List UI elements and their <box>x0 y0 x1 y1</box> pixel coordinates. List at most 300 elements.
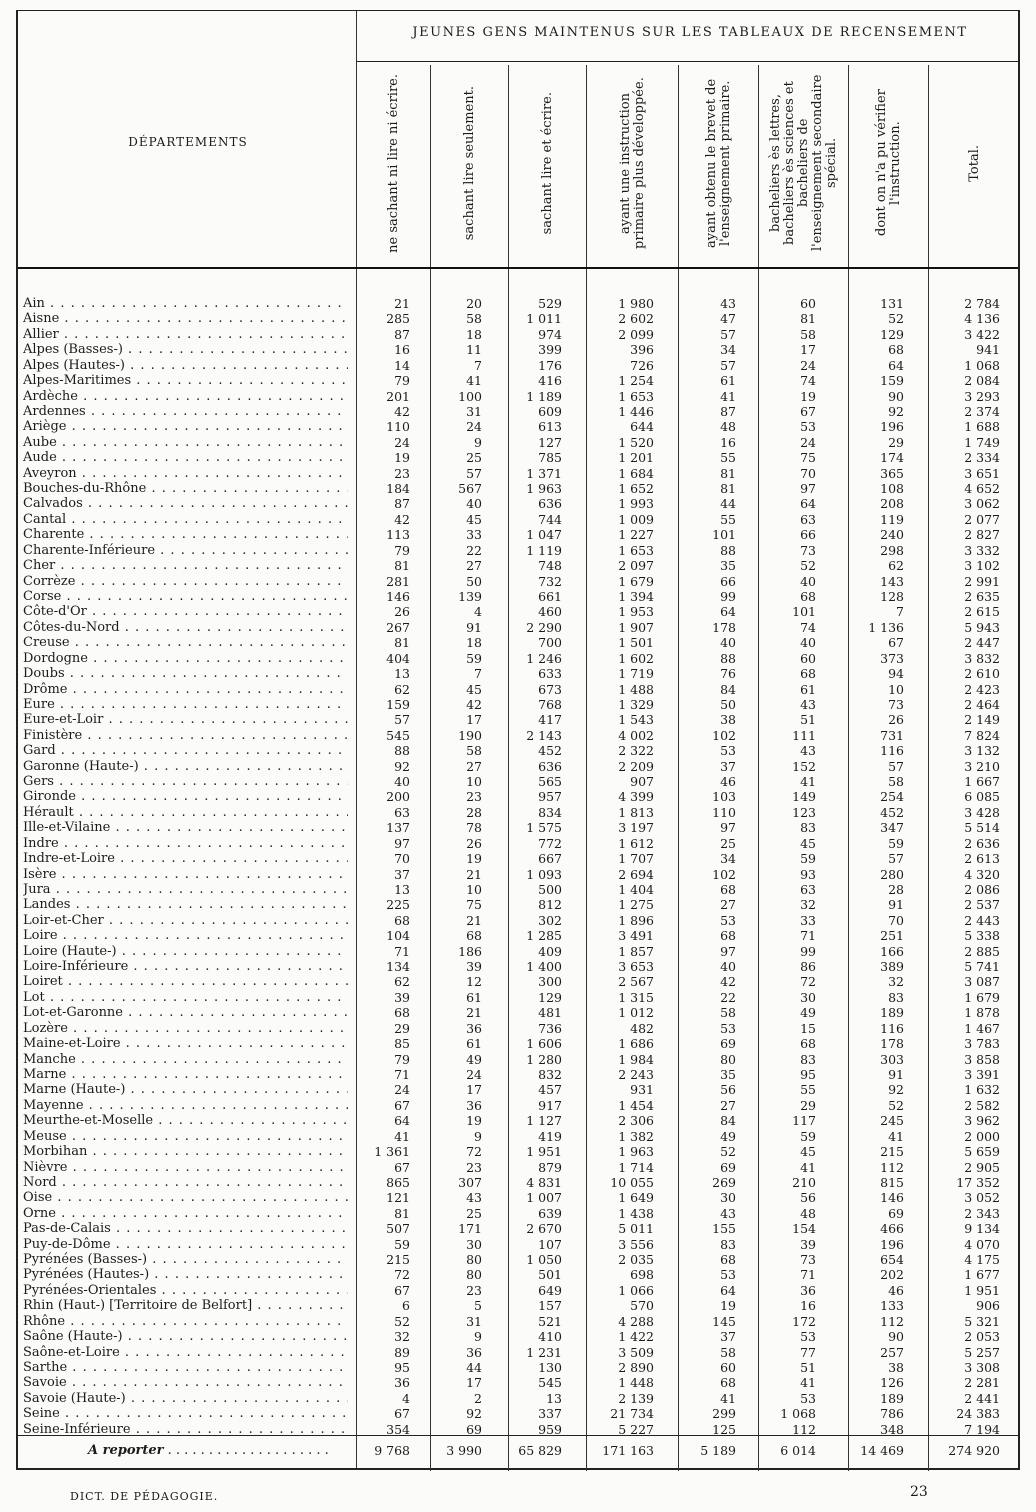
table-cell: 1 813 <box>618 804 654 820</box>
table-row <box>18 512 1018 527</box>
table-cell: 127 <box>538 434 562 450</box>
table-cell: 545 <box>386 727 410 743</box>
table-cell: 27 <box>466 758 482 774</box>
table-cell: 21 <box>466 866 482 882</box>
column-header: ayant obtenu le brevet de l'enseignement primaire. <box>703 78 733 248</box>
table-cell: 22 <box>720 989 736 1005</box>
table-cell: 27 <box>466 558 482 574</box>
table-cell: 62 <box>888 558 904 574</box>
table-cell: 5 227 <box>618 1421 654 1437</box>
total-cell: 3 990 <box>446 1443 482 1458</box>
table-cell: 131 <box>880 296 904 311</box>
department-name: Finistère . . . <box>23 728 348 743</box>
table-cell: 565 <box>538 774 562 790</box>
table-cell: 58 <box>720 1344 736 1360</box>
table-cell: 103 <box>712 789 736 805</box>
table-cell: 59 <box>394 1236 410 1252</box>
table-cell: 101 <box>792 604 816 620</box>
table-cell: 13 <box>546 1390 562 1406</box>
table-cell: 5 514 <box>964 820 1000 836</box>
table-cell: 736 <box>538 1020 562 1036</box>
table-cell: 59 <box>800 1128 816 1144</box>
table-cell: 81 <box>720 465 736 481</box>
table-cell: 48 <box>800 1205 816 1221</box>
table-cell: 1 404 <box>618 881 654 897</box>
table-cell: 1 009 <box>618 511 654 527</box>
department-name: Morbihan . . . <box>23 1144 348 1159</box>
table-cell: 812 <box>538 897 562 913</box>
table-cell: 1 454 <box>618 1097 654 1113</box>
table-row <box>18 1052 1018 1067</box>
table-cell: 636 <box>538 496 562 512</box>
table-row <box>18 1237 1018 1252</box>
table-cell: 93 <box>800 866 816 882</box>
table-cell: 815 <box>880 1174 904 1190</box>
table-cell: 501 <box>538 1267 562 1283</box>
department-name: Aisne . . . <box>23 311 348 326</box>
table-cell: 1 400 <box>526 959 562 975</box>
table-cell: 53 <box>720 912 736 928</box>
table-cell: 58 <box>466 311 482 327</box>
table-cell: 1 653 <box>618 388 654 404</box>
table-cell: 27 <box>720 1097 736 1113</box>
table-cell: 41 <box>800 1159 816 1175</box>
table-cell: 245 <box>880 1113 904 1129</box>
table-cell: 941 <box>976 342 1000 358</box>
table-cell: 1 361 <box>374 1144 410 1160</box>
table-cell: 36 <box>466 1344 482 1360</box>
table-cell: 1 543 <box>618 712 654 728</box>
table-cell: 146 <box>880 1190 904 1206</box>
department-name: Loire . . . <box>23 928 348 943</box>
table-cell: 97 <box>720 820 736 836</box>
department-name: Jura . . . <box>23 882 348 897</box>
table-cell: 68 <box>888 342 904 358</box>
table-cell: 145 <box>712 1313 736 1329</box>
table-cell: 71 <box>800 928 816 944</box>
table-cell: 86 <box>800 959 816 975</box>
table-cell: 53 <box>720 1020 736 1036</box>
table-cell: 60 <box>800 296 816 311</box>
table-row <box>18 959 1018 974</box>
table-cell: 698 <box>630 1267 654 1283</box>
table-cell: 1 688 <box>964 419 1000 435</box>
table-cell: 154 <box>792 1221 816 1237</box>
table-cell: 957 <box>538 789 562 805</box>
table-row <box>18 342 1018 357</box>
table-cell: 56 <box>800 1190 816 1206</box>
department-name: Lozère . . . <box>23 1021 348 1036</box>
table-cell: 521 <box>538 1313 562 1329</box>
table-cell: 12 <box>466 974 482 990</box>
table-row <box>18 1206 1018 1221</box>
table-cell: 21 <box>394 296 410 311</box>
department-name: Eure . . . <box>23 697 348 712</box>
table-cell: 13 <box>394 666 410 682</box>
table-cell: 23 <box>466 789 482 805</box>
department-name: Alpes-Maritimes . . . <box>23 373 348 388</box>
table-cell: 40 <box>800 573 816 589</box>
table-cell: 529 <box>538 296 562 311</box>
table-cell: 302 <box>538 912 562 928</box>
table-row <box>18 1021 1018 1036</box>
table-cell: 7 194 <box>964 1421 1000 1437</box>
table-row <box>18 1267 1018 1282</box>
table-row <box>18 774 1018 789</box>
table-cell: 39 <box>394 989 410 1005</box>
table-cell: 21 <box>466 912 482 928</box>
department-name: Rhin (Haut-) [Territoire de Belfort] . . . <box>23 1298 348 1313</box>
table-row <box>18 897 1018 912</box>
table-cell: 1 047 <box>526 527 562 543</box>
table-cell: 4 <box>402 1390 410 1406</box>
table-cell: 3 653 <box>618 959 654 975</box>
table-row <box>18 1422 1018 1437</box>
table-cell: 41 <box>800 1375 816 1391</box>
table-cell: 1 254 <box>618 373 654 389</box>
table-cell: 667 <box>538 851 562 867</box>
table-cell: 17 <box>800 342 816 358</box>
table-cell: 1 329 <box>618 696 654 712</box>
table-cell: 768 <box>538 696 562 712</box>
table-cell: 53 <box>800 419 816 435</box>
table-cell: 70 <box>800 465 816 481</box>
table-cell: 72 <box>394 1267 410 1283</box>
table-cell: 134 <box>386 959 410 975</box>
table-cell: 726 <box>630 357 654 373</box>
table-cell: 3 052 <box>964 1190 1000 1206</box>
table-cell: 87 <box>394 326 410 342</box>
department-name: Drôme . . . <box>23 682 348 697</box>
table-cell: 110 <box>712 804 736 820</box>
table-cell: 129 <box>880 326 904 342</box>
department-name: Nord . . . <box>23 1175 348 1190</box>
table-cell: 68 <box>800 588 816 604</box>
total-cell: 274 920 <box>948 1443 1000 1458</box>
table-cell: 3 783 <box>964 1036 1000 1052</box>
table-cell: 30 <box>800 989 816 1005</box>
table-cell: 1 382 <box>618 1128 654 1144</box>
table-cell: 4 002 <box>618 727 654 743</box>
table-cell: 52 <box>888 1097 904 1113</box>
table-cell: 460 <box>538 604 562 620</box>
table-cell: 101 <box>712 527 736 543</box>
department-name: Indre . . . <box>23 836 348 851</box>
table-cell: 116 <box>880 1020 904 1036</box>
table-cell: 99 <box>800 943 816 959</box>
table-cell: 19 <box>466 851 482 867</box>
table-row <box>18 358 1018 373</box>
table-cell: 1 602 <box>618 650 654 666</box>
table-cell: 80 <box>720 1051 736 1067</box>
department-name: Alpes (Hautes-) . . . <box>23 358 348 373</box>
table-cell: 123 <box>792 804 816 820</box>
table-cell: 166 <box>880 943 904 959</box>
table-cell: 51 <box>800 712 816 728</box>
table-cell: 83 <box>888 989 904 1005</box>
table-cell: 83 <box>720 1236 736 1252</box>
table-cell: 298 <box>880 542 904 558</box>
table-cell: 85 <box>394 1036 410 1052</box>
table-row <box>18 712 1018 727</box>
table-cell: 22 <box>466 542 482 558</box>
table-cell: 3 332 <box>964 542 1000 558</box>
table-cell: 285 <box>386 311 410 327</box>
table-cell: 59 <box>800 851 816 867</box>
table-cell: 9 <box>474 1329 482 1345</box>
statistics-table <box>16 10 1020 1470</box>
table-cell: 4 070 <box>964 1236 1000 1252</box>
table-cell: 66 <box>800 527 816 543</box>
department-name: Savoie . . . <box>23 1375 348 1390</box>
table-cell: 419 <box>538 1128 562 1144</box>
table-cell: 43 <box>466 1190 482 1206</box>
table-cell: 2 084 <box>964 373 1000 389</box>
table-cell: 2 784 <box>964 296 1000 311</box>
table-cell: 172 <box>792 1313 816 1329</box>
table-cell: 7 824 <box>964 727 1000 743</box>
table-cell: 365 <box>880 465 904 481</box>
table-cell: 208 <box>880 496 904 512</box>
table-cell: 72 <box>800 974 816 990</box>
table-cell: 178 <box>880 1036 904 1052</box>
department-name: Ille-et-Vilaine . . . <box>23 820 348 835</box>
table-row <box>18 435 1018 450</box>
total-cell: 5 189 <box>700 1443 736 1458</box>
table-cell: 102 <box>712 727 736 743</box>
table-cell: 73 <box>800 1252 816 1268</box>
table-cell: 254 <box>880 789 904 805</box>
department-name: Aude . . . <box>23 450 348 465</box>
table-cell: 73 <box>888 696 904 712</box>
department-name: Ardennes . . . <box>23 404 348 419</box>
table-cell: 108 <box>880 481 904 497</box>
table-cell: 79 <box>394 373 410 389</box>
department-name: Pyrénées (Hautes-) . . . <box>23 1267 348 1282</box>
table-cell: 64 <box>394 1113 410 1129</box>
table-cell: 61 <box>720 373 736 389</box>
table-row <box>18 990 1018 1005</box>
table-cell: 300 <box>538 974 562 990</box>
department-name: Orne . . . <box>23 1206 348 1221</box>
table-row <box>18 543 1018 558</box>
table-cell: 40 <box>720 959 736 975</box>
table-cell: 452 <box>538 743 562 759</box>
table-cell: 43 <box>720 1205 736 1221</box>
table-cell: 88 <box>394 743 410 759</box>
table-cell: 1 488 <box>618 681 654 697</box>
table-row <box>18 1160 1018 1175</box>
table-cell: 41 <box>394 1128 410 1144</box>
table-cell: 68 <box>720 1252 736 1268</box>
department-name: Marne . . . <box>23 1067 348 1082</box>
table-cell: 40 <box>720 635 736 651</box>
table-cell: 2 615 <box>964 604 1000 620</box>
table-cell: 636 <box>538 758 562 774</box>
table-cell: 1 501 <box>618 635 654 651</box>
table-cell: 1 438 <box>618 1205 654 1221</box>
table-cell: 2 097 <box>618 558 654 574</box>
table-cell: 58 <box>800 326 816 342</box>
table-cell: 416 <box>538 373 562 389</box>
table-cell: 68 <box>800 1036 816 1052</box>
table-cell: 399 <box>538 342 562 358</box>
table-cell: 56 <box>720 1082 736 1098</box>
table-cell: 53 <box>800 1390 816 1406</box>
table-cell: 1 684 <box>618 465 654 481</box>
table-cell: 55 <box>800 1082 816 1098</box>
table-cell: 92 <box>466 1406 482 1422</box>
table-cell: 52 <box>720 1144 736 1160</box>
table-row <box>18 1067 1018 1082</box>
table-cell: 2 464 <box>964 696 1000 712</box>
table-cell: 37 <box>394 866 410 882</box>
table-row <box>18 728 1018 743</box>
table-cell: 201 <box>386 388 410 404</box>
table-cell: 2 281 <box>964 1375 1000 1391</box>
department-name: Savoie (Haute-) . . . <box>23 1391 348 1406</box>
table-cell: 27 <box>720 897 736 913</box>
table-cell: 4 136 <box>964 311 1000 327</box>
table-cell: 1 606 <box>526 1036 562 1052</box>
department-name: Seine . . . <box>23 1406 348 1421</box>
table-cell: 119 <box>880 511 904 527</box>
table-cell: 79 <box>394 1051 410 1067</box>
table-cell: 567 <box>458 481 482 497</box>
table-cell: 1 679 <box>964 989 1000 1005</box>
table-cell: 49 <box>466 1051 482 1067</box>
table-row <box>18 589 1018 604</box>
table-cell: 57 <box>720 326 736 342</box>
table-cell: 1 068 <box>780 1406 816 1422</box>
table-cell: 113 <box>386 527 410 543</box>
department-name: Doubs . . . <box>23 666 348 681</box>
table-cell: 215 <box>386 1252 410 1268</box>
table-cell: 57 <box>720 357 736 373</box>
table-cell: 959 <box>538 1421 562 1437</box>
table-cell: 3 422 <box>964 326 1000 342</box>
table-cell: 45 <box>800 1144 816 1160</box>
table-cell: 452 <box>880 804 904 820</box>
table-row <box>18 789 1018 804</box>
table-cell: 73 <box>800 542 816 558</box>
department-name: Saône-et-Loire . . . <box>23 1345 348 1360</box>
table-cell: 36 <box>466 1020 482 1036</box>
table-cell: 68 <box>394 1005 410 1021</box>
table-cell: 2 991 <box>964 573 1000 589</box>
table-cell: 41 <box>800 774 816 790</box>
table-cell: 36 <box>394 1375 410 1391</box>
table-cell: 3 210 <box>964 758 1000 774</box>
table-row <box>18 882 1018 897</box>
table-cell: 2 443 <box>964 912 1000 928</box>
department-name: Allier . . . <box>23 327 348 342</box>
table-cell: 43 <box>720 296 736 311</box>
table-cell: 81 <box>394 635 410 651</box>
department-name: Oise . . . <box>23 1190 348 1205</box>
table-cell: 49 <box>800 1005 816 1021</box>
table-cell: 80 <box>466 1267 482 1283</box>
department-name: Gard . . . <box>23 743 348 758</box>
table-row <box>18 944 1018 959</box>
table-cell: 21 734 <box>610 1406 654 1422</box>
table-cell: 35 <box>720 1067 736 1082</box>
table-cell: 71 <box>800 1267 816 1283</box>
table-cell: 907 <box>630 774 654 790</box>
table-cell: 42 <box>394 403 410 419</box>
total-cell: 9 768 <box>374 1443 410 1458</box>
table-cell: 39 <box>800 1236 816 1252</box>
table-cell: 269 <box>712 1174 736 1190</box>
table-cell: 32 <box>888 974 904 990</box>
table-cell: 2 423 <box>964 681 1000 697</box>
department-name: Meurthe-et-Moselle . . . <box>23 1113 348 1128</box>
table-cell: 18 <box>466 326 482 342</box>
table-cell: 1 653 <box>618 542 654 558</box>
table-cell: 45 <box>800 835 816 851</box>
table-cell: 52 <box>888 311 904 327</box>
table-cell: 879 <box>538 1159 562 1175</box>
table-cell: 37 <box>720 758 736 774</box>
table-cell: 644 <box>630 419 654 435</box>
table-cell: 92 <box>888 1082 904 1098</box>
department-name: Corse . . . <box>23 589 348 604</box>
department-name: Gironde . . . <box>23 789 348 804</box>
table-cell: 64 <box>720 1282 736 1298</box>
table-row <box>18 404 1018 419</box>
table-cell: 1 231 <box>526 1344 562 1360</box>
table-cell: 348 <box>880 1421 904 1437</box>
total-cell: 171 163 <box>602 1443 654 1458</box>
table-cell: 13 <box>394 881 410 897</box>
table-cell: 90 <box>888 1329 904 1345</box>
department-name: Calvados . . . <box>23 496 348 511</box>
table-cell: 2 890 <box>618 1359 654 1375</box>
table-cell: 3 132 <box>964 743 1000 759</box>
table-cell: 2 086 <box>964 881 1000 897</box>
table-cell: 97 <box>720 943 736 959</box>
table-cell: 91 <box>466 619 482 635</box>
table-cell: 139 <box>458 588 482 604</box>
table-cell: 80 <box>466 1252 482 1268</box>
table-cell: 70 <box>888 912 904 928</box>
table-cell: 1 285 <box>526 928 562 944</box>
table-cell: 152 <box>792 758 816 774</box>
table-cell: 347 <box>880 820 904 836</box>
table-cell: 1 007 <box>526 1190 562 1206</box>
table-cell: 3 962 <box>964 1113 1000 1129</box>
table-cell: 772 <box>538 835 562 851</box>
table-cell: 2 537 <box>964 897 1000 913</box>
table-cell: 257 <box>880 1344 904 1360</box>
table-cell: 97 <box>394 835 410 851</box>
table-cell: 410 <box>538 1329 562 1345</box>
table-cell: 1 201 <box>618 450 654 466</box>
table-cell: 57 <box>466 465 482 481</box>
table-cell: 87 <box>394 496 410 512</box>
department-name: Loire-Inférieure . . . <box>23 959 348 974</box>
table-cell: 2 374 <box>964 403 1000 419</box>
table-cell: 396 <box>630 342 654 358</box>
table-cell: 53 <box>800 1329 816 1345</box>
table-cell: 94 <box>888 666 904 682</box>
table-cell: 49 <box>720 1128 736 1144</box>
table-cell: 57 <box>888 851 904 867</box>
table-row <box>18 620 1018 635</box>
table-cell: 75 <box>800 450 816 466</box>
table-cell: 69 <box>720 1036 736 1052</box>
department-name: Landes . . . <box>23 897 348 912</box>
